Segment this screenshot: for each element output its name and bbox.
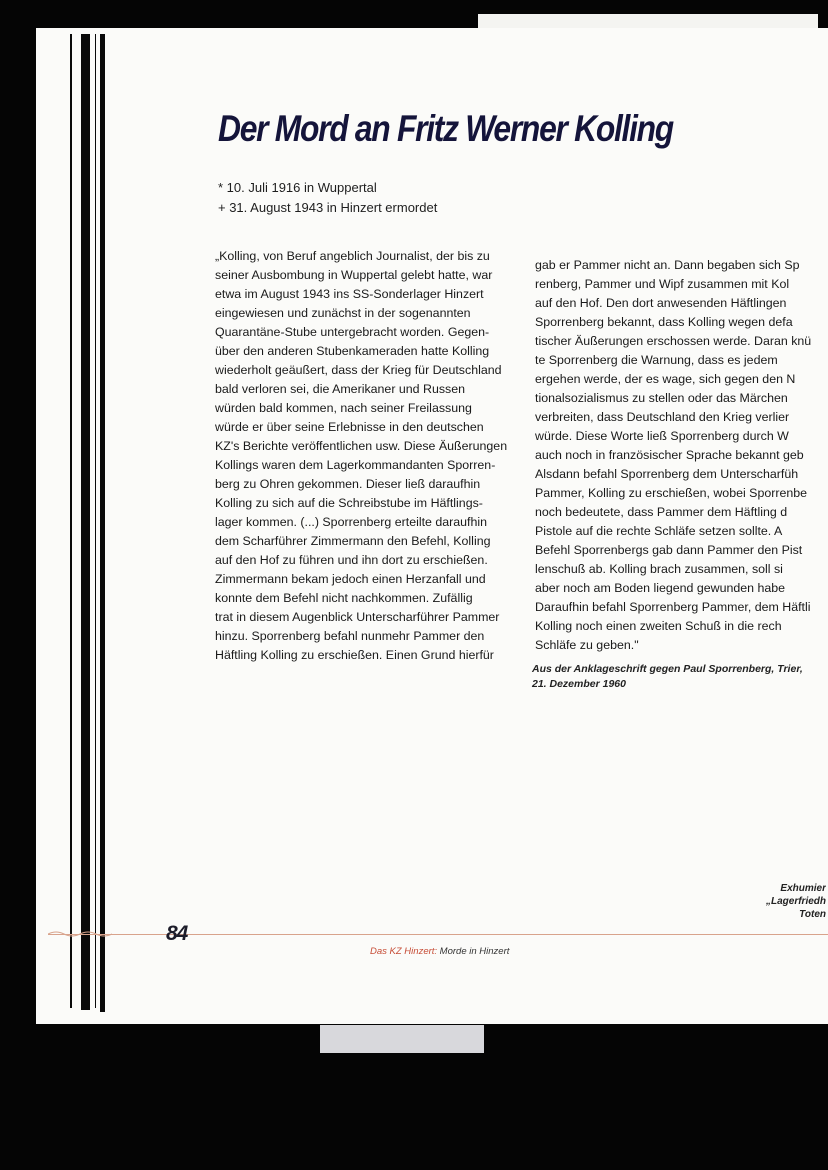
text-line: Daraufhin befahl Sporrenberg Pammer, dem Häftli	[535, 600, 811, 614]
text-line: aber noch am Boden liegend gewunden habe	[535, 581, 786, 595]
binding-line	[70, 34, 72, 1008]
text-line: Zimmermann bekam jedoch einen Herzanfall und	[215, 572, 486, 586]
source-line: 21. Dezember 1960	[532, 678, 626, 690]
text-line: Häftling Kolling zu erschießen. Einen Grund hierfür	[215, 648, 494, 662]
text-line: renberg, Pammer und Wipf zusammen mit Kol	[535, 277, 790, 291]
text-line: Kollings waren dem Lagerkommandanten Sporren-	[215, 458, 496, 472]
binding-bar	[100, 34, 105, 1012]
text-line: „Kolling, von Beruf angeblich Journalist, der bis zu	[215, 249, 490, 263]
scanner-tab	[320, 1025, 484, 1053]
footer-book-title: Das KZ Hinzert:	[370, 946, 438, 957]
text-line: wiederholt geäußert, dass der Krieg für Deutschland	[215, 363, 502, 377]
text-line: tionalsozialismus zu stellen oder das Märchen	[535, 391, 788, 405]
text-line: auch noch in französischer Sprache bekannt geb	[535, 448, 804, 462]
text-line: seiner Ausbombung in Wuppertal gelebt hatte, war	[215, 268, 493, 282]
death-date: + 31. August 1943 in Hinzert ermordet	[218, 200, 438, 215]
text-column-left	[215, 247, 515, 665]
life-dates	[218, 178, 437, 218]
text-line: würde er über seine Erlebnisse in den deutschen	[215, 420, 484, 434]
source-citation	[532, 662, 803, 692]
text-line: verbreiten, dass Deutschland den Krieg verlier	[535, 410, 790, 424]
text-line: ergehen werde, der es wage, sich gegen den N	[535, 372, 796, 386]
text-line: Quarantäne-Stube untergebracht worden. Gegen-	[215, 325, 490, 339]
text-line: eingewiesen und zunächst in der sogenannten	[215, 306, 471, 320]
text-line: konnte dem Befehl nicht nachkommen. Zufällig	[215, 591, 473, 605]
text-line: über den anderen Stubenkameraden hatte Kolling	[215, 344, 490, 358]
text-line: KZ's Berichte veröffentlichen usw. Diese Äußerungen	[215, 439, 508, 453]
text-line: bald verloren sei, die Amerikaner und Russen	[215, 382, 466, 396]
text-line: Pistole auf die rechte Schläfe setzen sollte. A	[535, 524, 783, 538]
text-line: etwa im August 1943 ins SS-Sonderlager Hinzert	[215, 287, 484, 301]
text-line: Befehl Sporrenbergs gab dann Pammer den Pist	[535, 543, 803, 557]
text-line: dem Scharführer Zimmermann den Befehl, Kolling	[215, 534, 491, 548]
text-line: würden bald kommen, nach seiner Freilassung	[215, 401, 472, 415]
caption-line: Exhumier	[780, 883, 826, 894]
text-line: lager kommen. (...) Sporrenberg erteilte daraufhin	[215, 515, 488, 529]
binding-bar	[81, 34, 90, 1010]
text-line: Kolling noch einen zweiten Schuß in die rech	[535, 619, 782, 633]
text-line: Alsdann befahl Sporrenberg dem Unterscharfüh	[535, 467, 799, 481]
running-footer	[370, 946, 509, 957]
text-line: berg zu Ohren gekommen. Dieser ließ daraufhin	[215, 477, 481, 491]
text-line: Schläfe zu geben."	[535, 638, 639, 652]
caption-line: Toten	[799, 909, 826, 920]
text-line: trat in diesem Augenblick Unterscharführer Pammer	[215, 610, 500, 624]
photo-caption	[700, 882, 826, 921]
footer-rule	[48, 934, 828, 935]
text-line: gab er Pammer nicht an. Dann begaben sich Sp	[535, 258, 800, 272]
text-line: lenschuß ab. Kolling brach zusammen, soll si	[535, 562, 783, 576]
birth-date: * 10. Juli 1916 in Wuppertal	[218, 180, 377, 195]
text-line: Sporrenberg bekannt, dass Kolling wegen defa	[535, 315, 793, 329]
text-line: te Sporrenberg die Warnung, dass es jedem	[535, 353, 778, 367]
binding-line	[95, 34, 96, 1008]
text-line: Kolling zu sich auf die Schreibstube im Häftlings-	[215, 496, 483, 510]
text-line: auf den Hof. Den dort anwesenden Häftlingen	[535, 296, 787, 310]
text-column-right	[535, 256, 828, 655]
article-title: Der Mord an Fritz Werner Kolling	[218, 108, 673, 149]
text-line: würde. Diese Worte ließ Sporrenberg durch W	[535, 429, 789, 443]
caption-line: „Lagerfriedh	[765, 896, 826, 907]
text-line: Pammer, Kolling zu erschießen, wobei Sporrenbe	[535, 486, 808, 500]
source-line: Aus der Anklageschrift gegen Paul Sporrenberg, Trier,	[532, 663, 803, 675]
page-number: 84	[166, 922, 188, 945]
footer-chapter: Morde in Hinzert	[437, 946, 510, 957]
text-line: hinzu. Sporrenberg befahl nunmehr Pammer den	[215, 629, 485, 643]
text-line: noch bedeutete, dass Pammer dem Häftling d	[535, 505, 788, 519]
text-line: tischer Äußerungen erschossen werde. Daran knü	[535, 334, 812, 348]
text-line: auf den Hof zu führen und ihn dort zu erschießen.	[215, 553, 488, 567]
